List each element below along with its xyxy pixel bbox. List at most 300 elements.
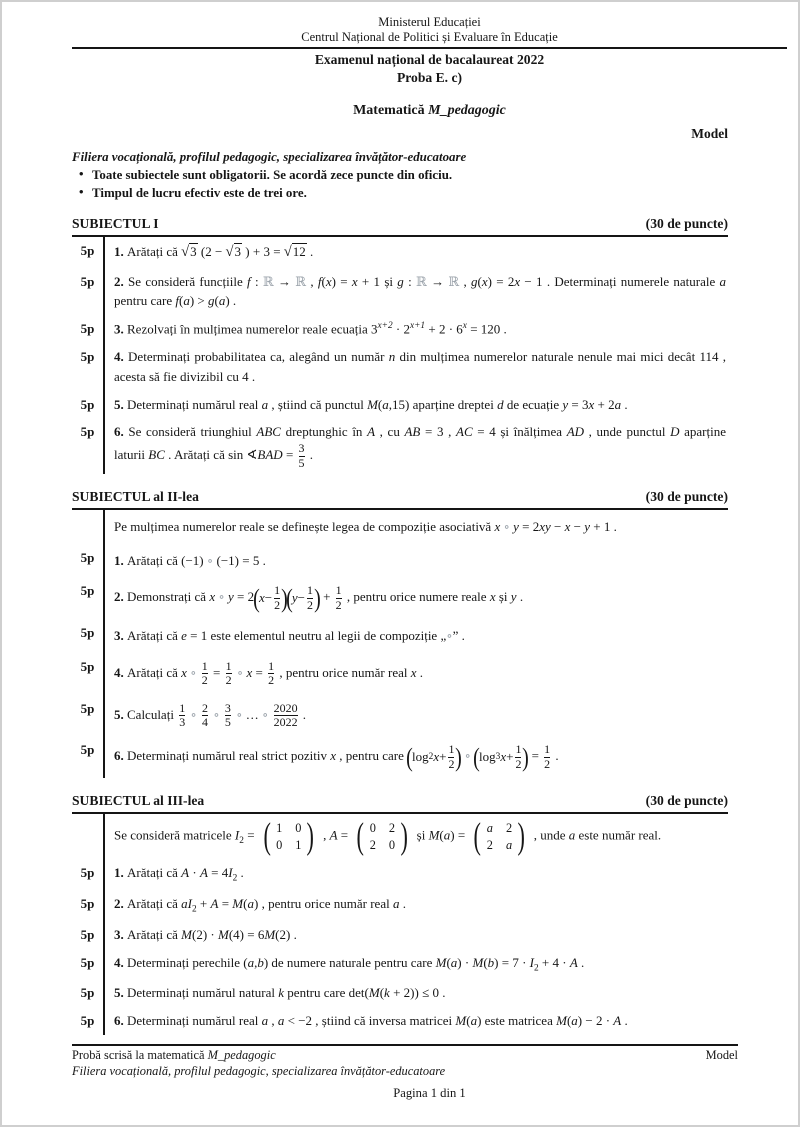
math-variable: AC — [456, 424, 473, 440]
fraction-numerator: 1 — [201, 658, 208, 673]
math-variable: M — [264, 926, 276, 942]
problem-number: 1. — [114, 552, 127, 568]
fraction-numerator: 3 — [298, 441, 305, 456]
problem-number: 6. — [114, 424, 129, 440]
points-label: 5p — [80, 700, 95, 716]
matrix-entry: 2 — [505, 821, 513, 836]
math-variable: M — [367, 396, 378, 412]
text-run: + 2 · 6 — [425, 321, 463, 337]
open-paren: ( — [406, 741, 413, 772]
text-run: … — [245, 706, 263, 722]
text-run: Calculați — [127, 706, 178, 722]
text-run: ( — [243, 896, 248, 912]
text-run: . Arătați că sin ∢ — [164, 446, 258, 462]
math-operator: ∘ — [210, 706, 223, 722]
problem-number: 4. — [114, 664, 127, 680]
footer-line-1 — [72, 1048, 738, 1064]
math-variable: k — [278, 985, 285, 1001]
text-run: ) + 3 = — [242, 244, 284, 260]
math-variable: x — [514, 273, 521, 289]
text-run: = — [252, 664, 267, 680]
text-run: (2 − — [197, 244, 226, 260]
math-variable: d — [497, 396, 504, 412]
text-run: ) = — [331, 273, 352, 289]
text-run: Demonstrați că — [127, 589, 210, 605]
text-run: Determinați numărul real — [127, 396, 262, 412]
math-fraction — [274, 702, 298, 730]
problem-text — [103, 418, 728, 474]
problem-number: 5. — [114, 396, 127, 412]
text-run: , — [268, 1013, 278, 1029]
math-operator: ℝ — [448, 273, 460, 289]
text-run: Determinați numărul real strict pozitiv — [127, 748, 331, 764]
text-run: ) = — [450, 827, 469, 843]
math-variable: y — [291, 590, 298, 606]
fraction-denominator: 2 — [268, 673, 275, 688]
fraction-numerator: 1 — [515, 742, 522, 757]
text-run: ” . — [452, 628, 465, 644]
fraction-numerator: 1 — [225, 658, 232, 673]
problem-number: 3. — [114, 926, 127, 942]
math-variable: M — [556, 1013, 567, 1029]
problem-row — [72, 237, 728, 267]
math-fraction — [336, 584, 342, 612]
math-variable: k — [384, 985, 390, 1001]
text-run: = — [209, 664, 224, 680]
exam-proba: Proba E. c) — [396, 70, 463, 86]
problem-number: 4. — [114, 954, 127, 970]
problem-number: 4. — [114, 349, 129, 365]
open-paren: ( — [263, 815, 271, 857]
text-run: Determinați numărul real — [127, 1013, 262, 1029]
text-run: : — [250, 273, 263, 289]
math-variable: M — [181, 926, 192, 942]
problem-row — [72, 343, 728, 391]
text-run: din mulțimea numerelor naturale nenule mai mici decât 114 , acesta să fie divizibil cu 4 . — [114, 349, 727, 384]
text-run: ( — [466, 1013, 471, 1029]
points-label: 5p — [80, 954, 95, 970]
text-run: ( — [483, 954, 488, 970]
matrix-entries — [273, 820, 304, 853]
math-variable: I — [234, 827, 240, 843]
instruction-item: • Timpul de lucru efectiv este de trei ore. — [72, 186, 728, 201]
problem-number: 1. — [114, 865, 127, 881]
problem-text — [103, 343, 728, 391]
math-variable: BC — [148, 446, 165, 462]
math-matrix — [261, 815, 317, 857]
section-title: SUBIECTUL I — [72, 216, 159, 232]
problem-number: 2. — [114, 589, 127, 605]
math-fraction — [544, 743, 550, 771]
matrix-entries — [484, 820, 515, 853]
filiera-line: Filiera vocațională, profilul pedagogic, specializarea învățător-educatoare — [72, 150, 467, 165]
text-run: , — [306, 273, 318, 289]
math-operator: ∘ — [233, 664, 247, 680]
close-paren: ) — [522, 741, 530, 772]
math-sqrt — [226, 244, 242, 259]
text-run: Determinați numărul natural — [127, 985, 279, 1001]
text-run: = 3 — [568, 396, 589, 412]
math-operator: ∘ — [206, 552, 214, 568]
math-operator: ∘ — [262, 706, 272, 722]
problem-row — [72, 653, 728, 695]
points-label: 5p — [80, 865, 95, 881]
text-run: + — [506, 749, 514, 765]
math-fraction — [202, 702, 208, 730]
text-run: = — [528, 748, 543, 764]
math-variable: A — [613, 1013, 622, 1029]
math-variable: g — [471, 273, 478, 289]
text-run: , — [254, 954, 258, 970]
problem-number: 2. — [114, 273, 129, 289]
math-variable: A — [367, 424, 376, 440]
problem-number: 6. — [114, 748, 127, 764]
text-run: ) . — [225, 293, 237, 309]
problem-row — [72, 619, 728, 653]
matrix-entry: a — [486, 821, 493, 836]
math-operator: ∘ — [186, 664, 200, 680]
problem-row — [72, 1007, 728, 1035]
math-matrix — [471, 815, 527, 857]
text-run: Arătați că — [127, 628, 182, 644]
text-run: − — [297, 590, 305, 606]
math-subscript: 2 — [428, 752, 434, 763]
text-run: de ecuație — [503, 396, 563, 412]
math-fraction — [448, 743, 454, 771]
text-run: , știind că punctul — [268, 396, 368, 412]
text-run: ( — [477, 273, 482, 289]
text-run: ) > — [189, 293, 208, 309]
math-variable: xy — [539, 518, 551, 534]
text-run: ( — [566, 1013, 572, 1029]
radical-sign: √ — [225, 244, 234, 261]
math-fraction — [299, 442, 305, 470]
section-points: (30 de puncte) — [645, 793, 728, 809]
text-run: ( — [178, 293, 184, 309]
problem-number: 6. — [114, 1013, 127, 1029]
math-variable: AB — [404, 424, 421, 440]
math-variable: f — [247, 273, 251, 289]
math-variable: x — [246, 664, 253, 680]
math-variable: a — [392, 896, 400, 912]
problem-row — [72, 890, 728, 921]
text-run: = 4 și înălțimea — [472, 424, 567, 440]
math-operator: ∘ — [461, 748, 475, 764]
math-variable: I — [529, 954, 534, 970]
points-label: 5p — [80, 926, 95, 942]
section-body — [72, 510, 728, 778]
text-run: Arătați că (−1) — [127, 552, 207, 568]
fraction-denominator: 3 — [179, 715, 186, 729]
close-paren: ) — [306, 815, 315, 857]
math-fraction — [274, 584, 280, 612]
points-label: 5p — [80, 658, 95, 674]
math-variable: M — [217, 926, 229, 942]
text-run: Se consideră funcțiile — [128, 273, 248, 289]
close-paren: ) — [517, 815, 525, 857]
math-variable: a — [261, 1013, 269, 1029]
math-variable: a — [277, 1013, 285, 1029]
points-label: 5p — [80, 321, 95, 337]
math-matrix — [354, 815, 410, 857]
text-run: ) , pentru orice număr real — [253, 896, 393, 912]
fraction-numerator: 1 — [274, 583, 281, 598]
math-variable: A — [210, 896, 219, 912]
points-label: 5p — [80, 273, 95, 289]
points-label: 5p — [80, 424, 95, 440]
fraction-numerator: 1 — [306, 583, 313, 598]
subject-label: Matematică — [353, 102, 429, 118]
math-operator: ∘ — [232, 706, 246, 722]
section-subiectul-II — [72, 489, 728, 778]
fraction-numerator: 1 — [448, 742, 455, 757]
problem-number: 1. — [114, 244, 127, 260]
fraction-denominator: 5 — [224, 715, 231, 729]
problem-row — [72, 859, 728, 890]
text-run: → — [426, 273, 449, 289]
text-run: , unde — [530, 827, 569, 843]
math-variable: b — [257, 954, 264, 970]
math-variable: x — [433, 749, 440, 765]
problem-text — [103, 890, 728, 921]
fraction-numerator: 1 — [335, 583, 342, 598]
problem-number: 2. — [114, 896, 127, 912]
problem-text — [103, 544, 728, 578]
math-variable: M — [368, 985, 380, 1001]
math-variable: a — [614, 396, 622, 412]
model-label: Model — [691, 126, 728, 142]
matrix-entry: 1 — [276, 821, 283, 836]
text-run: Pe mulțimea numerelor reale se definește legea de compoziție asociativă — [114, 518, 495, 534]
problem-row — [72, 736, 728, 778]
text-run: dreptunghic în — [280, 424, 368, 440]
points-label: 5p — [80, 549, 95, 565]
problem-row — [72, 544, 728, 578]
fraction-denominator: 4 — [202, 715, 209, 729]
text-run: − — [264, 590, 273, 606]
text-run: Arătați că — [127, 926, 182, 942]
open-paren: ( — [473, 815, 482, 857]
matrix-entry: 0 — [276, 838, 283, 853]
intro-text — [103, 510, 728, 544]
text-run: . — [552, 748, 559, 764]
math-paren-group — [287, 584, 320, 612]
text-run: + 1 . — [590, 518, 617, 534]
math-fraction — [225, 702, 231, 730]
fraction-denominator: 2 — [515, 756, 522, 771]
intro-text — [103, 814, 728, 859]
math-variable: x — [209, 589, 216, 605]
math-variable: a — [247, 896, 254, 912]
math-paren-group — [407, 743, 461, 771]
intro-row — [72, 814, 728, 859]
exam-title: Examenul național de bacalaureat 2022 — [314, 52, 545, 67]
math-operator: ℝ — [295, 273, 307, 289]
text-run: , pentru care — [336, 748, 408, 764]
text-run: + 1 și — [357, 273, 398, 289]
matrix-entry: 2 — [486, 838, 493, 853]
text-run: < −2 , știind că inversa matricei — [284, 1013, 456, 1029]
text-run: . — [621, 396, 628, 412]
math-variable: M — [428, 827, 440, 843]
problem-number: 3. — [114, 321, 127, 337]
text-run: , cu — [375, 424, 405, 440]
fraction-denominator: 2 — [335, 597, 342, 612]
section-body — [72, 814, 728, 1035]
math-variable: a — [571, 1013, 578, 1029]
problem-row — [72, 315, 728, 343]
points-label: 5p — [80, 349, 95, 365]
text-run: · — [189, 865, 200, 881]
close-paren: ) — [455, 741, 463, 772]
math-variable: g — [397, 273, 404, 289]
math-variable: M — [435, 954, 447, 970]
text-run: ( — [446, 954, 451, 970]
text-run: = — [243, 827, 258, 843]
math-fraction — [179, 702, 185, 730]
text-run: ) − 2 · — [577, 1013, 614, 1029]
points-label: 5p — [80, 742, 95, 758]
math-variable: x — [500, 749, 507, 765]
text-run: − — [550, 518, 565, 534]
fraction-numerator: 3 — [224, 700, 231, 715]
math-variable: I — [228, 865, 233, 881]
problem-text — [103, 577, 728, 619]
math-subscript: 2 — [191, 904, 197, 915]
math-variable: a — [183, 293, 190, 309]
text-run: (−1) = 5 . — [213, 552, 266, 568]
points-label: 5p — [80, 243, 95, 259]
math-sqrt — [284, 244, 307, 259]
math-variable: f — [317, 273, 322, 289]
fraction-numerator: 2020 — [273, 700, 298, 715]
subject-title — [72, 103, 787, 120]
math-variable: a — [450, 954, 458, 970]
math-variable: a — [470, 1013, 478, 1029]
text-run: ) este matricea — [477, 1013, 557, 1029]
math-fraction — [307, 584, 313, 612]
text-run: + — [196, 896, 211, 912]
text-run: = — [282, 446, 297, 462]
math-variable: a — [261, 396, 269, 412]
open-paren: ( — [473, 741, 480, 772]
text-run: aparține laturii — [114, 424, 726, 462]
open-paren: ( — [356, 815, 365, 857]
section-header — [72, 489, 728, 505]
math-variable: A — [329, 827, 338, 843]
problem-row — [72, 577, 728, 619]
radicand: 12 — [292, 244, 306, 260]
fraction-denominator: 2 — [448, 756, 455, 771]
problem-text — [103, 315, 728, 343]
text-run: ( — [439, 827, 444, 843]
text-run: ) = 2 — [487, 273, 515, 289]
math-operator: ℝ — [262, 273, 274, 289]
math-operator: ∘ — [446, 628, 453, 644]
points-label: 5p — [80, 896, 95, 912]
fraction-denominator: 2 — [201, 673, 208, 688]
math-operator: ∘ — [500, 518, 514, 534]
math-variable: x — [351, 273, 358, 289]
fraction-denominator: 2 — [306, 597, 313, 612]
section-points: (30 de puncte) — [645, 216, 728, 232]
text-run: , pentru orice numere reale — [343, 589, 490, 605]
matrix-entry: 0 — [369, 821, 376, 836]
math-variable: x — [181, 664, 187, 680]
text-run: − — [570, 518, 585, 534]
section-subiectul-I — [72, 216, 728, 473]
math-superscript: x — [462, 321, 467, 332]
math-sqrt — [181, 244, 197, 259]
text-run: Rezolvați în mulțimea numerelor reale ecuația 3 — [127, 321, 378, 337]
text-run: ) · — [457, 954, 473, 970]
text-run: Arătați că — [127, 244, 182, 260]
matrix-entry: 1 — [295, 838, 302, 853]
math-variable: M — [472, 954, 484, 970]
text-run: pentru care det( — [284, 985, 369, 1001]
text-run: Arătați că — [127, 896, 182, 912]
matrix-entry: 0 — [388, 838, 396, 853]
math-fraction — [226, 660, 232, 688]
math-subscript: 2 — [232, 873, 238, 884]
problem-text — [103, 736, 728, 778]
math-variable: x — [588, 396, 595, 412]
section-body — [72, 237, 728, 473]
problem-text — [103, 949, 728, 980]
text-run: și — [495, 589, 511, 605]
math-variable: x — [410, 664, 417, 680]
math-variable: y — [510, 589, 517, 605]
math-variable: x — [330, 748, 337, 764]
text-run: = 2 — [518, 518, 540, 534]
math-fraction — [515, 743, 521, 771]
text-run: , pentru orice număr real — [276, 664, 411, 680]
problem-number: 3. — [114, 628, 127, 644]
math-variable: x — [481, 273, 488, 289]
math-variable: e — [181, 628, 187, 644]
problem-row — [72, 921, 728, 949]
text-run: ( — [377, 396, 383, 412]
text-run: → — [273, 273, 296, 289]
text-run: . — [399, 896, 406, 912]
math-fraction — [268, 660, 274, 688]
text-run: . — [416, 664, 424, 680]
text-run: · 2 — [392, 321, 410, 337]
fraction-numerator: 1 — [179, 700, 186, 715]
subject-variant: M_pedagogic — [428, 102, 506, 118]
text-run: log — [479, 749, 496, 765]
math-variable: a — [443, 827, 451, 843]
text-run: = 1 este elementul neutru al legii de compoziție „ — [186, 628, 447, 644]
ministry-line-2: Centrul Național de Politici și Evaluare în Educație — [301, 30, 558, 44]
text-run: + 4 · — [538, 954, 570, 970]
math-variable: x — [564, 518, 571, 534]
radical-sign: √ — [283, 244, 292, 261]
matrix-entry: a — [505, 838, 513, 853]
math-variable: a — [218, 293, 226, 309]
text-run: (4) = 6 — [228, 926, 265, 942]
text-run: ( — [321, 273, 326, 289]
problem-row — [72, 268, 728, 316]
math-variable: a — [382, 396, 389, 412]
text-run: − 1 . Determinați numerele naturale — [520, 273, 720, 289]
section-header — [72, 793, 728, 809]
text-run: log — [412, 749, 429, 765]
open-paren: ( — [253, 582, 260, 613]
math-superscript: x+1 — [409, 321, 426, 332]
text-run: . — [237, 865, 244, 881]
math-variable: g — [208, 293, 215, 309]
